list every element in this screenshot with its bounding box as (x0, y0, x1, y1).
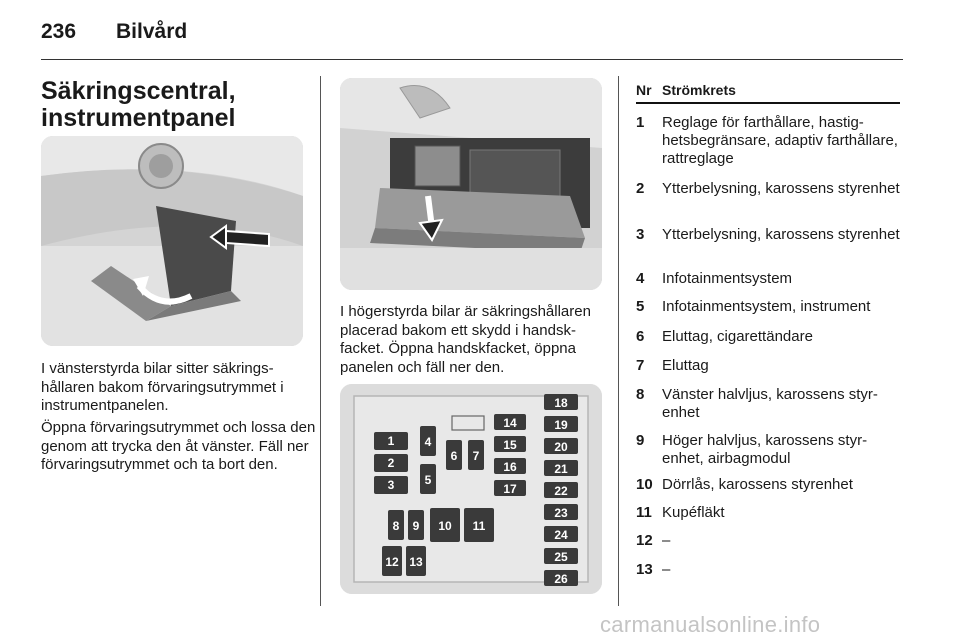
table-header-rule (636, 102, 900, 104)
fuse-label-12: 12 (385, 555, 399, 569)
chapter-title: Bilvård (116, 20, 188, 43)
fuse-label-18: 18 (554, 396, 568, 410)
fuse-label-8: 8 (392, 519, 400, 533)
fuse-2 (374, 454, 408, 472)
header-rule (41, 59, 903, 60)
fuse-label-7: 7 (472, 449, 480, 463)
figure-fusebox-diagram (340, 384, 602, 594)
fuse-24 (544, 526, 578, 542)
fuse-16 (494, 458, 526, 474)
fuse-label-2: 2 (387, 456, 395, 470)
fuse-10 (430, 508, 460, 542)
table-header-circuit: Strömkrets (662, 82, 736, 98)
fuse-18 (544, 394, 578, 410)
fuse-19 (544, 416, 578, 432)
circuit-description: Höger halvljus, karossens styrenhet, airbagmodul (662, 432, 868, 467)
glovebox-illustration (340, 78, 602, 290)
paragraph-lhd-instructions: Öppna förvaringsutrymmet och lossa den genom att trycka den åt vänster. Fäll ner förvaringsutrymmet och ta bort den. (41, 419, 316, 473)
fuse-label-14: 14 (503, 416, 517, 430)
fusebox-diagram (340, 384, 602, 594)
fuse-number: 9 (636, 432, 645, 449)
fuse-12 (382, 546, 402, 576)
fuse-label-19: 19 (554, 418, 568, 432)
fuse-21 (544, 460, 578, 476)
fuse-9 (408, 510, 424, 540)
fuse-number: 1 (636, 114, 645, 131)
fuse-number: 13 (636, 561, 653, 578)
fuse-label-11: 11 (472, 519, 486, 533)
circuit-description: – (662, 532, 671, 549)
fuse-number: 5 (636, 298, 645, 315)
figure-lhd-storage (41, 136, 303, 346)
fuse-25 (544, 548, 578, 564)
fuse-14 (494, 414, 526, 430)
fuse-20 (544, 438, 578, 454)
storage-compartment-illustration (41, 136, 303, 346)
fuse-13 (406, 546, 426, 576)
fuse-label-15: 15 (503, 438, 517, 452)
fuse-5 (420, 464, 436, 494)
table-header-nr: Nr (636, 82, 652, 98)
circuit-description: Eluttag, cigarettändare (662, 328, 813, 345)
fuse-1 (374, 432, 408, 450)
section-title: Säkringscentral, instrumentpanel (41, 77, 236, 132)
fuse-label-22: 22 (554, 484, 568, 498)
fuse-22 (544, 482, 578, 498)
fuse-11 (464, 508, 494, 542)
fuse-label-17: 17 (503, 482, 517, 496)
watermark: carmanualsonline.info (600, 612, 821, 637)
paragraph-lhd-location: I vänsterstyrda bilar sitter säkringshållaren bakom förvaringsutrymmet i instrumentpanelen. (41, 360, 284, 414)
fuse-number: 12 (636, 532, 653, 549)
fuse-number: 10 (636, 476, 653, 493)
fuse-number: 2 (636, 180, 645, 197)
figure-rhd-glovebox (340, 78, 602, 290)
fuse-4 (420, 426, 436, 456)
fuse-label-10: 10 (438, 519, 452, 533)
fuse-label-25: 25 (554, 550, 568, 564)
circuit-description: – (662, 561, 671, 578)
fuse-number: 3 (636, 226, 645, 243)
fuse-label-16: 16 (503, 460, 517, 474)
paragraph-rhd-location: I högerstyrda bilar är säkringshållaren placerad bakom ett skydd i handskfacket. Öppna handskfacket, öppna panelen och fäll ner den. (340, 303, 591, 376)
circuit-description: Infotainmentsystem, instrument (662, 298, 871, 315)
column-divider-right (618, 76, 619, 606)
fuse-label-20: 20 (554, 440, 568, 454)
fuse-label-24: 24 (554, 528, 568, 542)
fuse-label-13: 13 (409, 555, 423, 569)
circuit-description: Ytterbelysning, karossens styrenhet (662, 226, 900, 243)
fuse-label-5: 5 (424, 473, 432, 487)
fuse-label-26: 26 (554, 572, 568, 586)
circuit-description: Ytterbelysning, karossens styrenhet (662, 180, 900, 197)
circuit-description: Reglage för farthållare, hastighetsbegränsare, adaptiv farthållare, rattreglage (662, 114, 898, 167)
fuse-number: 4 (636, 270, 645, 287)
fuse-label-4: 4 (424, 435, 432, 449)
fuse-3 (374, 476, 408, 494)
fuse-table-header (636, 82, 900, 104)
fuse-23 (544, 504, 578, 520)
fuse-15 (494, 436, 526, 452)
circuit-description: Dörrlås, karossens styrenhet (662, 476, 853, 493)
fuse-number: 11 (636, 504, 652, 521)
fuse-label-21: 21 (554, 462, 568, 476)
fuse-8 (388, 510, 404, 540)
fuse-number: 6 (636, 328, 645, 345)
fuse-label-9: 9 (412, 519, 420, 533)
circuit-description: Infotainmentsystem (662, 270, 793, 287)
column-divider-left (320, 76, 321, 606)
fuse-6 (446, 440, 462, 470)
circuit-description: Vänster halvljus, karossens styrenhet (662, 386, 878, 421)
fuse-number: 7 (636, 357, 645, 374)
fuse-number: 8 (636, 386, 645, 403)
page-number: 236 (41, 20, 77, 43)
fuse-label-3: 3 (387, 478, 395, 492)
circuit-description: Kupéfläkt (662, 504, 725, 521)
fuse-label-1: 1 (387, 434, 395, 448)
fuse-26 (544, 570, 578, 586)
fuse-17 (494, 480, 526, 496)
fuse-label-6: 6 (450, 449, 458, 463)
fuse-7 (468, 440, 484, 470)
circuit-description: Eluttag (662, 357, 709, 374)
fuse-label-23: 23 (554, 506, 568, 520)
